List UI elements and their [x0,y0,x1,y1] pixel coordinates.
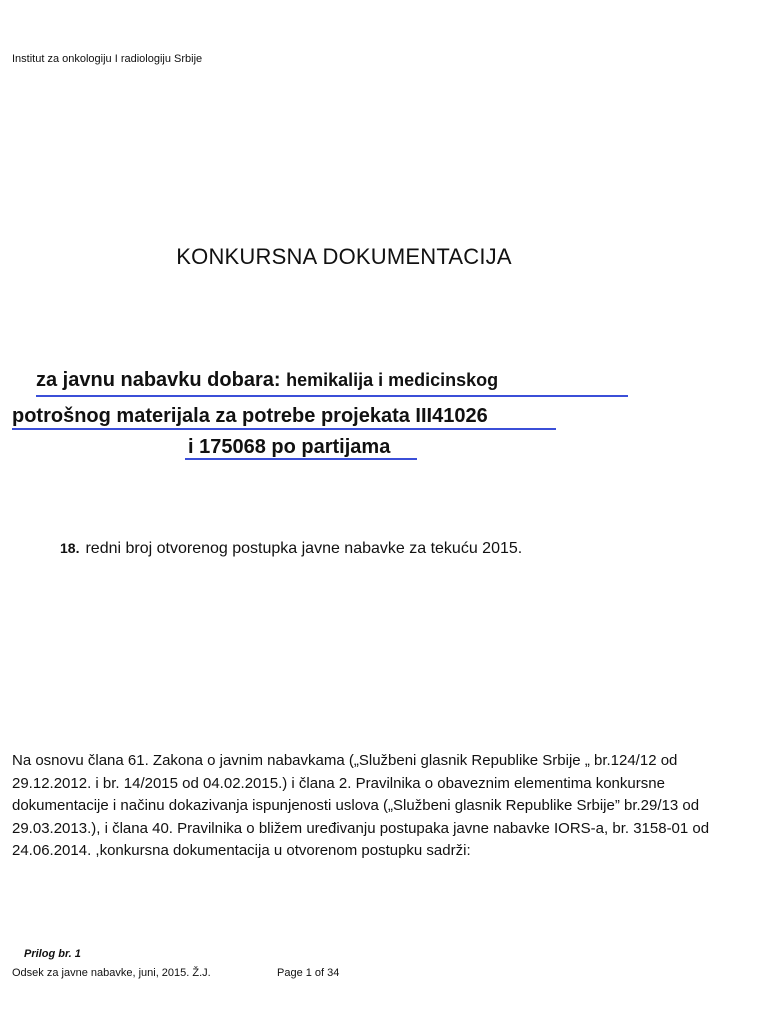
subject-line-3: i 175068 po partijama [188,436,391,458]
footer-department: Odsek za javne nabavke, juni, 2015. Ž.J. [12,967,211,979]
subject-line-2: potrošnog materijala za potrebe projekata III41026 [12,405,488,427]
subject-underline-1 [36,395,628,397]
attachment-label: Prilog br. 1 [24,948,81,960]
subject-line-1 [36,369,498,392]
document-title: KONKURSNA DOKUMENTACIJA [176,244,512,269]
subject-line-1-rest: hemikalija i medicinskog [286,370,499,390]
institution-header: Institut za onkologiju I radiologiju Srbije [12,53,203,65]
procedure-number: 18. [60,540,80,556]
procedure-text: redni broj otvorenog postupka javne nabavke za tekuću 2015. [85,540,523,557]
procedure-number-line [60,540,522,558]
footer-page-number: Page 1 of 34 [277,967,340,979]
subject-underline-3 [185,458,417,460]
intro-paragraph: Na osnovu člana 61. Zakona o javnim nabavkama („Službeni glasnik Republike Srbije „ br.124/12 od 29.12.2012. i br. 14/2015 od 04.02.2015.) i člana 2. Pravilnika o obaveznim elementima konkursne dokumentacije i načinu dokazivanja ispunjenosti uslova („Službeni glasnik Republike Srbije” br.29/13 od 29.03.2013.), i člana 40. Pravilnika o bližem uređivanju postupaka javne nabavke IORS-a, br. 3158-01 od 24.06.2014. ,konkursna dokumentacija u otvorenom postupku sadrži: [12,752,710,859]
subject-prefix: za javnu nabavku dobara: [36,369,287,391]
subject-underline-2 [12,428,556,430]
